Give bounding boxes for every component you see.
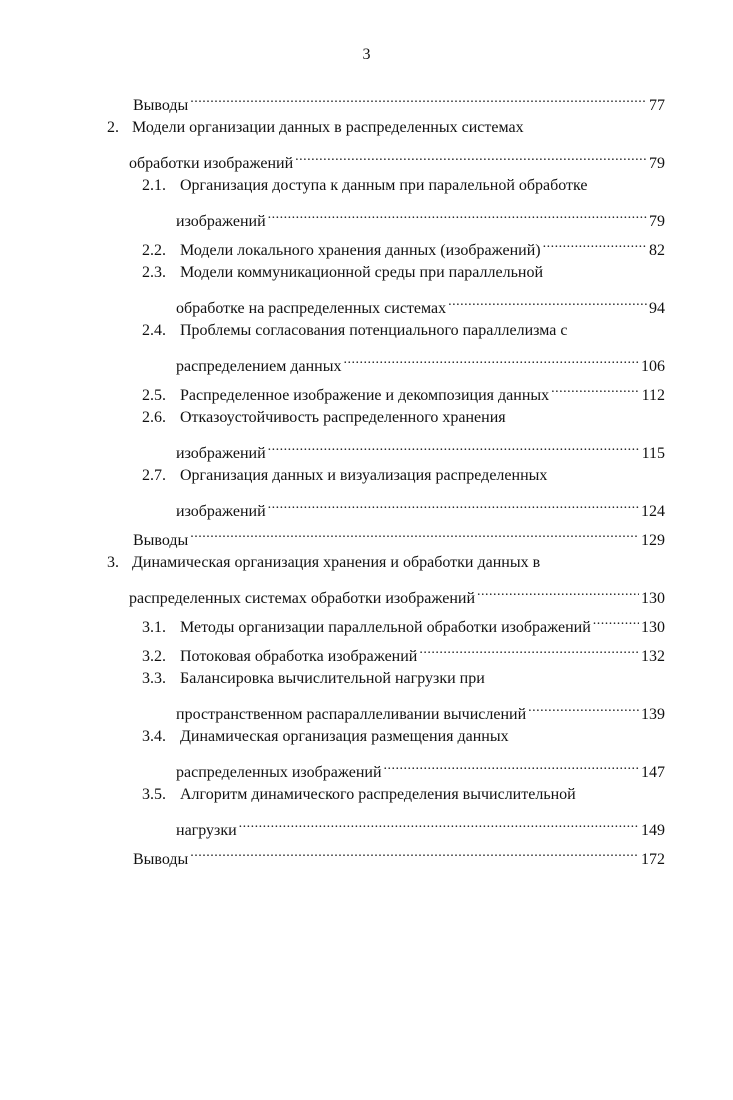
toc-entry-title: пространственном распараллеливании вычислений xyxy=(176,706,527,723)
toc-entry-number: 2.5. xyxy=(142,387,166,404)
toc-entry-title: распределением данных xyxy=(176,358,342,375)
toc-entry-title: Модели коммуникационной среды при параллельной xyxy=(180,264,544,281)
toc-entry-title: распределенных изображений xyxy=(176,764,382,781)
toc-entry-page: 130 xyxy=(641,619,665,636)
toc-entry-page: 129 xyxy=(641,532,665,549)
toc-entry-title: Алгоритм динамического распределения вычислительной xyxy=(180,786,576,803)
toc-entry-continuation[interactable] xyxy=(176,349,665,375)
toc-entry[interactable] xyxy=(133,88,665,114)
dot-leader xyxy=(343,349,639,371)
dot-leader xyxy=(190,842,639,864)
toc-entry-title: Модели организации данных в распределенных системах xyxy=(132,119,524,136)
toc-entry-continuation[interactable] xyxy=(176,494,665,520)
toc-entry[interactable] xyxy=(133,523,665,549)
toc-entry-number: 3.5. xyxy=(142,786,166,803)
dot-leader xyxy=(190,88,647,110)
toc-entry-page: 82 xyxy=(649,242,665,259)
toc-entry[interactable] xyxy=(107,552,667,574)
toc-entry-number: 2.3. xyxy=(142,264,166,281)
toc-entry-number: 2.2. xyxy=(142,242,166,259)
toc-entry-title: Выводы xyxy=(133,532,189,549)
dot-leader xyxy=(268,436,640,458)
dot-leader xyxy=(190,523,639,545)
toc-entry-title: Динамическая организация хранения и обработки данных в xyxy=(132,554,541,571)
dot-leader xyxy=(543,233,647,255)
toc-entry-number: 3. xyxy=(107,554,119,571)
toc-entry-number: 3.3. xyxy=(142,670,166,687)
toc-entry-title: изображений xyxy=(176,213,266,230)
toc-entry-title: Выводы xyxy=(133,97,189,114)
toc-entry-title: Потоковая обработка изображений xyxy=(180,648,418,665)
toc-entry-continuation[interactable] xyxy=(176,697,665,723)
toc-entry[interactable] xyxy=(142,175,667,197)
toc-entry[interactable] xyxy=(142,726,667,748)
toc-entry-page: 106 xyxy=(641,358,665,375)
toc-entry-title: Распределенное изображение и декомпозиция данных xyxy=(180,387,550,404)
toc-entry-title: Балансировка вычислительной нагрузки при xyxy=(180,670,485,687)
toc-entry[interactable] xyxy=(142,668,667,690)
toc-entry-page: 147 xyxy=(641,764,665,781)
toc-entry-title: Организация доступа к данным при паралельной обработке xyxy=(180,177,588,194)
toc-entry-number: 3.4. xyxy=(142,728,166,745)
toc-entry-continuation[interactable] xyxy=(176,755,665,781)
toc-entry[interactable] xyxy=(107,117,667,139)
toc-entry-page: 77 xyxy=(649,97,665,114)
toc-entry-title: Проблемы согласования потенциального параллелизма с xyxy=(180,322,568,339)
toc-entry-continuation[interactable] xyxy=(129,146,665,172)
toc-entry-title: обработке на распределенных системах xyxy=(176,300,447,317)
toc-entry-page: 112 xyxy=(641,387,665,404)
dot-leader xyxy=(268,204,647,226)
toc-entry[interactable] xyxy=(142,639,665,665)
toc-entry-continuation[interactable] xyxy=(129,581,665,607)
toc-entry-number: 2.6. xyxy=(142,409,166,426)
dot-leader xyxy=(295,146,647,168)
toc-entry-title: Отказоустойчивость распределенного хранения xyxy=(180,409,506,426)
dot-leader xyxy=(268,494,639,516)
toc-entry[interactable] xyxy=(142,610,665,636)
toc-entry-continuation[interactable] xyxy=(176,436,665,462)
page-number: 3 xyxy=(362,46,371,63)
toc-entry-title: изображений xyxy=(176,503,266,520)
toc-entry-title: Динамическая организация размещения данных xyxy=(180,728,509,745)
dot-leader xyxy=(551,378,639,400)
dot-leader xyxy=(384,755,639,777)
toc-entry-page: 132 xyxy=(641,648,665,665)
toc-entry-number: 2.4. xyxy=(142,322,166,339)
toc-entry-number: 3.2. xyxy=(142,648,166,665)
toc-entry-page: 130 xyxy=(641,590,665,607)
toc-entry-page: 139 xyxy=(641,706,665,723)
toc-entry-page: 149 xyxy=(641,822,665,839)
toc-entry[interactable] xyxy=(142,407,667,429)
toc-entry-title: распределенных системах обработки изображений xyxy=(129,590,475,607)
toc-entry-title: Методы организации параллельной обработки изображений xyxy=(180,619,591,636)
toc-entry-page: 94 xyxy=(649,300,665,317)
toc-entry-title: Выводы xyxy=(133,851,189,868)
toc-entry[interactable] xyxy=(142,784,667,806)
toc-entry[interactable] xyxy=(142,320,667,342)
toc-entry[interactable] xyxy=(142,378,665,404)
toc-entry-title: Организация данных и визуализация распределенных xyxy=(180,467,548,484)
toc-entry-title: обработки изображений xyxy=(129,155,294,172)
toc-entry-number: 2.7. xyxy=(142,467,166,484)
dot-leader xyxy=(528,697,639,719)
toc-entry-number: 2.1. xyxy=(142,177,166,194)
toc-entry-continuation[interactable] xyxy=(176,204,665,230)
toc-entry-page: 172 xyxy=(641,851,665,868)
dot-leader xyxy=(593,610,639,632)
toc-entry-number: 2. xyxy=(107,119,119,136)
toc-entry-page: 79 xyxy=(649,213,665,230)
toc-entry[interactable] xyxy=(142,233,665,259)
toc-entry-title: нагрузки xyxy=(176,822,237,839)
toc-entry-continuation[interactable] xyxy=(176,291,665,317)
dot-leader xyxy=(419,639,639,661)
dot-leader xyxy=(239,813,639,835)
toc-entry-continuation[interactable] xyxy=(176,813,665,839)
toc-entry[interactable] xyxy=(142,465,667,487)
toc-entry-page: 79 xyxy=(649,155,665,172)
dot-leader xyxy=(448,291,647,313)
toc-entry[interactable] xyxy=(142,262,667,284)
toc-entry-page: 124 xyxy=(641,503,665,520)
toc-entry[interactable] xyxy=(133,842,665,868)
toc-entry-title: изображений xyxy=(176,445,266,462)
toc-entry-number: 3.1. xyxy=(142,619,166,636)
dot-leader xyxy=(477,581,639,603)
toc-entry-page: 115 xyxy=(641,445,665,462)
toc-entry-title: Модели локального хранения данных (изображений) xyxy=(180,242,541,259)
